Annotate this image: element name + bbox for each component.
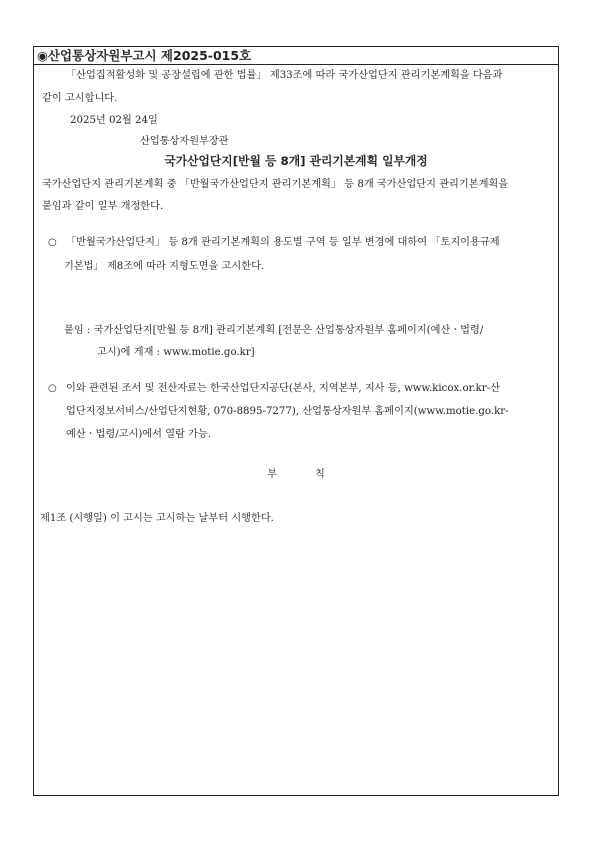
- notice-frame: [33, 46, 559, 796]
- intro-line-2: 같이 고시합니다.: [42, 93, 118, 104]
- item1-line-2: 기본법」 제8조에 따라 지형도면을 고시한다.: [64, 261, 265, 272]
- intro-line-1: 「산업집적활성화 및 공장설립에 관한 법률」 제33조에 따라 국가산업단지 관리기본계획을 다음과: [66, 70, 503, 81]
- body-line-1: 국가산업단지 관리기본계획 중 「반월국가산업단지 관리기본계획」 등 8개 국가산업단지 관리기본계획을: [42, 179, 509, 190]
- item2-line-3: 예산ㆍ법령/고시)에서 열람 가능.: [66, 429, 212, 440]
- notice-title: 국가산업단지[반월 등 8개] 관리기본계획 일부개정: [164, 154, 428, 168]
- supplementary-provisions-heading: 부칙: [267, 469, 363, 480]
- bullet-icon: ○: [48, 237, 57, 248]
- attachment-line-1: 붙임 : 국가산업단지[반월 등 8개] 관리기본계획 [전문은 산업통상자원부 홈페이지(예산ㆍ법령/: [64, 325, 484, 336]
- bullet-icon: ○: [48, 383, 57, 394]
- notice-date: 2025년 02월 24일: [70, 115, 158, 126]
- article-1: 제1조 (시행일) 이 고시는 고시하는 날부터 시행한다.: [40, 513, 274, 524]
- attachment-line-2: 고시)에 게재 : www.motie.go.kr]: [97, 347, 255, 358]
- notice-signer: 산업통상자원부장관: [140, 136, 229, 147]
- notice-header: ◉산업통상자원부고시 제2025-015호: [34, 47, 558, 65]
- item2-line-2: 업단지정보서비스/산업단지현황, 070-8895-7277), 산업통상자원부 홈페이지(www.motie.go.kr-: [66, 406, 509, 417]
- body-line-2: 붙임과 같이 일부 개정한다.: [42, 201, 164, 212]
- item2-line-1: 이와 관련된 조서 및 전산자료는 한국산업단지공단(본사, 지역본부, 지사 등, www.kicox.or.kr-산: [66, 383, 500, 394]
- item1-line-1: 「반월국가산업단지」 등 8개 관리기본계획의 용도별 구역 등 일부 변경에 대하여 「토지이용규제: [66, 237, 500, 248]
